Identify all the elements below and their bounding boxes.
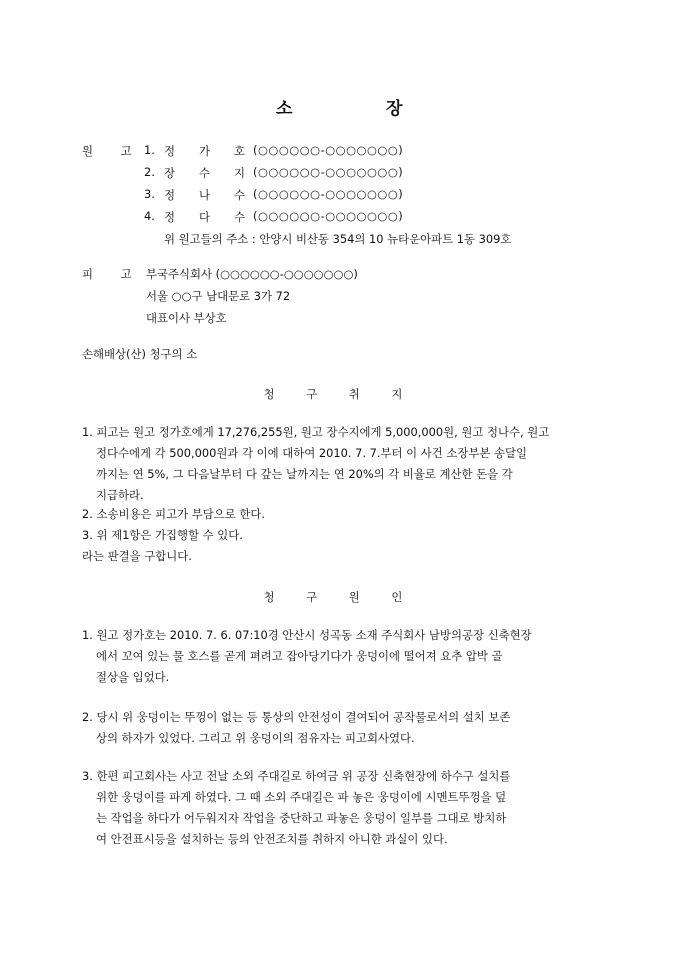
plaintiff-name-char: 정 — [164, 144, 176, 158]
plaintiff-id: (○○○○○○-○○○○○○○) — [253, 165, 404, 179]
defendant-address: 서울 ○○구 남대문로 3가 72 — [146, 289, 291, 303]
plaintiff-number: 3. — [144, 187, 155, 201]
claim-purpose-item-1 — [82, 422, 602, 506]
claim-purpose-heading-text: 청 구 취 지 — [263, 387, 417, 401]
claim-cause-item-1 — [82, 625, 602, 688]
paragraph-line: 에서 꼬여 있는 물 호스를 곧게 펴려고 잡아당기다가 웅덩이에 떨어져 요추 압박 골 — [96, 649, 503, 663]
paragraph-line: 절상을 입었다. — [96, 670, 170, 684]
plaintiff-name-char: 수 — [234, 188, 246, 202]
claim-purpose-item-3: 3. 위 제1항은 가집행할 수 있다. — [82, 528, 243, 542]
claim-cause-item-2 — [82, 707, 602, 749]
defendant-representative: 대표이사 부상호 — [146, 311, 227, 325]
paragraph-line: 1. 피고는 원고 정가호에게 17,276,255원, 원고 장수지에게 5,000,000원, 원고 정나수, 원고 — [82, 425, 550, 439]
plaintiff-id: (○○○○○○-○○○○○○○) — [253, 209, 404, 223]
plaintiff-name-char: 수 — [199, 166, 211, 180]
paragraph-line: 여 안전표시등을 설치하는 등의 안전조치를 취하지 아니한 과실이 있다. — [96, 832, 448, 846]
paragraph-line: 까지는 연 5%, 그 다음날부터 다 갚는 날까지는 연 20%의 각 비율로 계산한 돈을 각 — [96, 467, 513, 481]
plaintiff-name-char: 다 — [199, 210, 211, 224]
plaintiff-number: 1. — [144, 143, 155, 157]
claim-cause-heading — [0, 589, 680, 605]
defendant-label: 피 고 — [82, 267, 144, 281]
plaintiff-name-char: 지 — [234, 166, 246, 180]
claim-cause-item-3 — [82, 766, 602, 850]
paragraph-line: 지급하라. — [96, 488, 144, 502]
paragraph-line: 정다수에게 각 500,000원과 각 이에 대하여 2010. 7. 7.부터 이 사건 소장부본 송달일 — [96, 446, 527, 460]
plaintiff-name-char: 호 — [234, 144, 246, 158]
plaintiff-number: 2. — [144, 165, 155, 179]
plaintiff-number: 4. — [144, 209, 155, 223]
plaintiff-name-char: 정 — [164, 210, 176, 224]
paragraph-line: 는 작업을 하다가 어두워지자 작업을 중단하고 파놓은 웅덩이 일부를 그대로 방치하 — [96, 811, 507, 825]
plaintiff-id: (○○○○○○-○○○○○○○) — [253, 143, 404, 157]
plaintiff-name-char: 가 — [199, 144, 211, 158]
claim-purpose-item-2: 2. 소송비용은 피고가 부담으로 한다. — [82, 507, 266, 521]
document-title — [0, 94, 680, 119]
plaintiff-name-char: 장 — [164, 166, 176, 180]
paragraph-line: 상의 하자가 있었다. 그리고 위 웅덩이의 점유자는 피고회사였다. — [96, 731, 415, 745]
plaintiff-name-char: 수 — [234, 210, 246, 224]
plaintiff-label: 원 고 — [82, 144, 144, 158]
claim-purpose-closing: 라는 판결을 구합니다. — [82, 549, 192, 563]
case-title: 손해배상(산) 청구의 소 — [82, 347, 198, 361]
paragraph-line: 위한 웅덩이를 파게 하였다. 그 때 소외 주대길은 파 놓은 웅덩이에 시멘트뚜껑을 덮 — [96, 790, 507, 804]
title-char-2: 장 — [386, 99, 403, 119]
defendant-name: 부국주식회사 (○○○○○○-○○○○○○○) — [146, 267, 358, 281]
plaintiff-address: 위 원고들의 주소 : 안양시 비산동 354의 10 뉴타운아파트 1동 309호 — [164, 232, 512, 246]
paragraph-line: 3. 한편 피고회사는 사고 전날 소외 주대길로 하여금 위 공장 신축현장에 하수구 설치를 — [82, 769, 511, 783]
paragraph-line: 2. 당시 위 웅덩이는 뚜껑이 없는 등 통상의 안전성이 결여되어 공작물로서의 설치 보존 — [82, 710, 511, 724]
title-char-1: 소 — [276, 99, 293, 119]
plaintiff-id: (○○○○○○-○○○○○○○) — [253, 187, 404, 201]
paragraph-line: 1. 원고 정가호는 2010. 7. 6. 07:10경 안산시 성곡동 소재 주식회사 남방의공장 신축현장 — [82, 628, 532, 642]
plaintiff-name-char: 정 — [164, 188, 176, 202]
claim-cause-heading-text: 청 구 원 인 — [263, 590, 417, 604]
claim-purpose-heading — [0, 386, 680, 402]
plaintiff-name-char: 나 — [199, 188, 211, 202]
